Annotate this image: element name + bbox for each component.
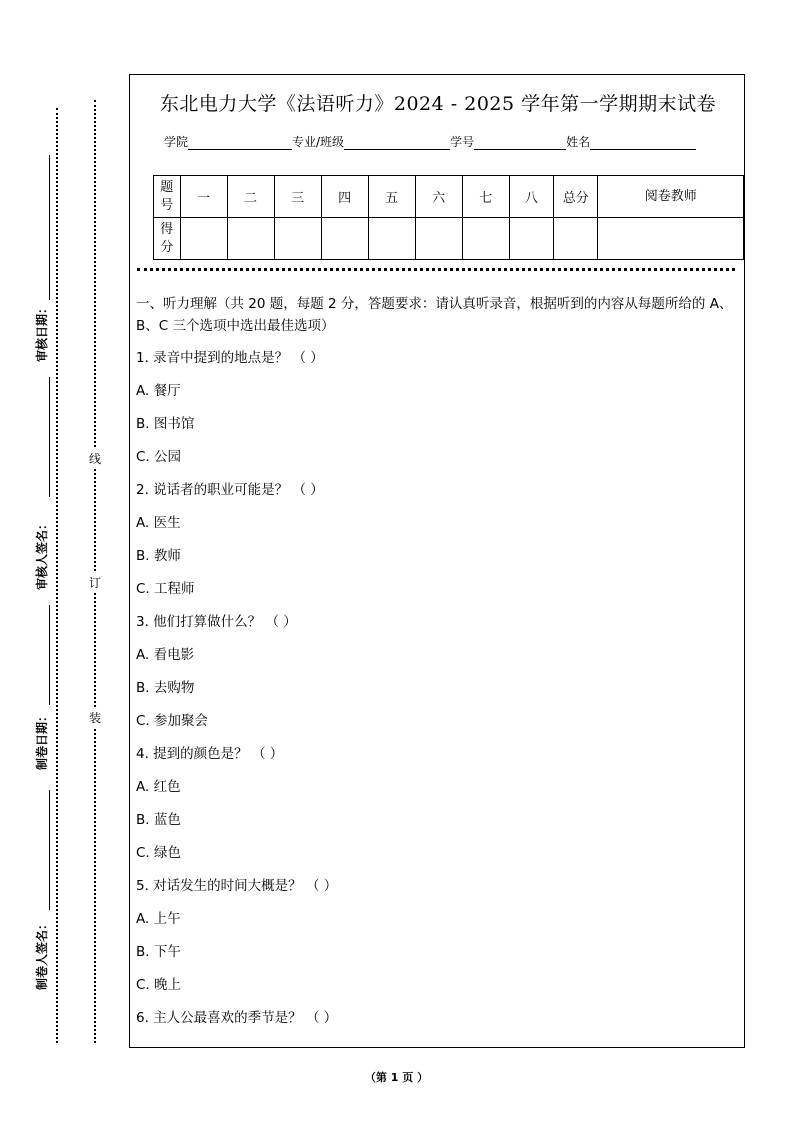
answer-option[interactable]: C. 参加聚会 [136, 713, 209, 729]
score-cell[interactable] [462, 218, 509, 260]
make-date-line [49, 605, 50, 705]
reviewer-sign-label: 审核人签名： [35, 517, 49, 590]
score-cell[interactable] [368, 218, 415, 260]
question-text: 2. 说话者的职业可能是？ （ ） [136, 482, 324, 498]
exam-title: 东北电力大学《法语听力》2024 - 2025 学年第一学期期末试卷 [159, 93, 717, 115]
reviewer-sign-line [49, 377, 50, 497]
college-field[interactable] [188, 137, 292, 150]
name-field[interactable] [590, 137, 696, 150]
answer-option[interactable]: A. 上午 [136, 911, 181, 927]
answer-option[interactable]: A. 红色 [136, 779, 181, 795]
major-field[interactable] [344, 137, 450, 150]
col-3: 三 [274, 176, 321, 218]
score-cell[interactable] [598, 218, 744, 260]
answer-option[interactable]: C. 绿色 [136, 845, 182, 861]
score-cell[interactable] [321, 218, 368, 260]
col-6: 六 [415, 176, 462, 218]
section-instructions: 一、听力理解（共 20 题，每题 2 分，答题要求：请认真听录音，根据听到的内容从每题所给的 A、B、C 三个选项中选出最佳选项） [136, 296, 733, 334]
score-cell[interactable] [227, 218, 274, 260]
dotted-separator [137, 268, 735, 271]
score-table-header-row [154, 176, 744, 218]
answer-option[interactable]: C. 公园 [136, 449, 182, 465]
col-2: 二 [227, 176, 274, 218]
col-grader: 阅卷教师 [598, 176, 744, 218]
answer-option[interactable]: B. 去购物 [136, 680, 195, 696]
answer-option[interactable]: B. 下午 [136, 944, 181, 960]
page-number: （第 1 页 ） [364, 1071, 429, 1084]
binding-char-fold: 装 [89, 707, 101, 728]
col-8: 八 [509, 176, 553, 218]
score-cell[interactable] [274, 218, 321, 260]
exam-frame [129, 74, 745, 1048]
col-7: 七 [462, 176, 509, 218]
score-cell[interactable] [180, 218, 227, 260]
answer-option[interactable]: C. 工程师 [136, 581, 195, 597]
answer-option[interactable]: A. 餐厅 [136, 383, 181, 399]
col-4: 四 [321, 176, 368, 218]
question-text: 6. 主人公最喜欢的季节是？ （ ） [136, 1010, 338, 1026]
score-table-score-row [154, 218, 744, 260]
review-date-line [49, 155, 50, 300]
score-table [153, 175, 744, 260]
review-date-label: 审核日期： [35, 301, 49, 362]
question-text: 4. 提到的颜色是？ （ ） [136, 746, 284, 762]
score-cell[interactable] [509, 218, 553, 260]
col-total: 总分 [554, 176, 598, 218]
score-cell[interactable] [554, 218, 598, 260]
student-id-field[interactable] [474, 137, 566, 150]
answer-option[interactable]: A. 医生 [136, 515, 181, 531]
answer-option[interactable]: A. 看电影 [136, 647, 195, 663]
binding-char-line: 线 [89, 448, 101, 469]
question-text: 1. 录音中提到的地点是？ （ ） [136, 350, 324, 366]
major-label: 专业/班级 [292, 135, 345, 149]
student-info-row [164, 133, 696, 150]
binding-char-staple: 订 [89, 572, 101, 593]
question-text: 5. 对话发生的时间大概是？ （ ） [136, 878, 338, 894]
question-text: 3. 他们打算做什么？ （ ） [136, 614, 297, 630]
college-label: 学院 [164, 135, 189, 149]
answer-option[interactable]: C. 晚上 [136, 977, 182, 993]
maker-sign-line [49, 790, 50, 910]
student-id-label: 学号 [450, 135, 475, 149]
col-5: 五 [368, 176, 415, 218]
name-label: 姓名 [566, 135, 591, 149]
score-label: 得分 [154, 218, 181, 260]
answer-option[interactable]: B. 蓝色 [136, 812, 181, 828]
answer-option[interactable]: B. 图书馆 [136, 416, 195, 432]
question-number-label: 题号 [154, 176, 181, 218]
sidebar-dotted-line [56, 108, 58, 1043]
make-date-label: 制卷日期： [35, 709, 49, 770]
score-cell[interactable] [415, 218, 462, 260]
col-1: 一 [180, 176, 227, 218]
maker-sign-label: 制卷人签名： [35, 917, 49, 990]
answer-option[interactable]: B. 教师 [136, 548, 181, 564]
